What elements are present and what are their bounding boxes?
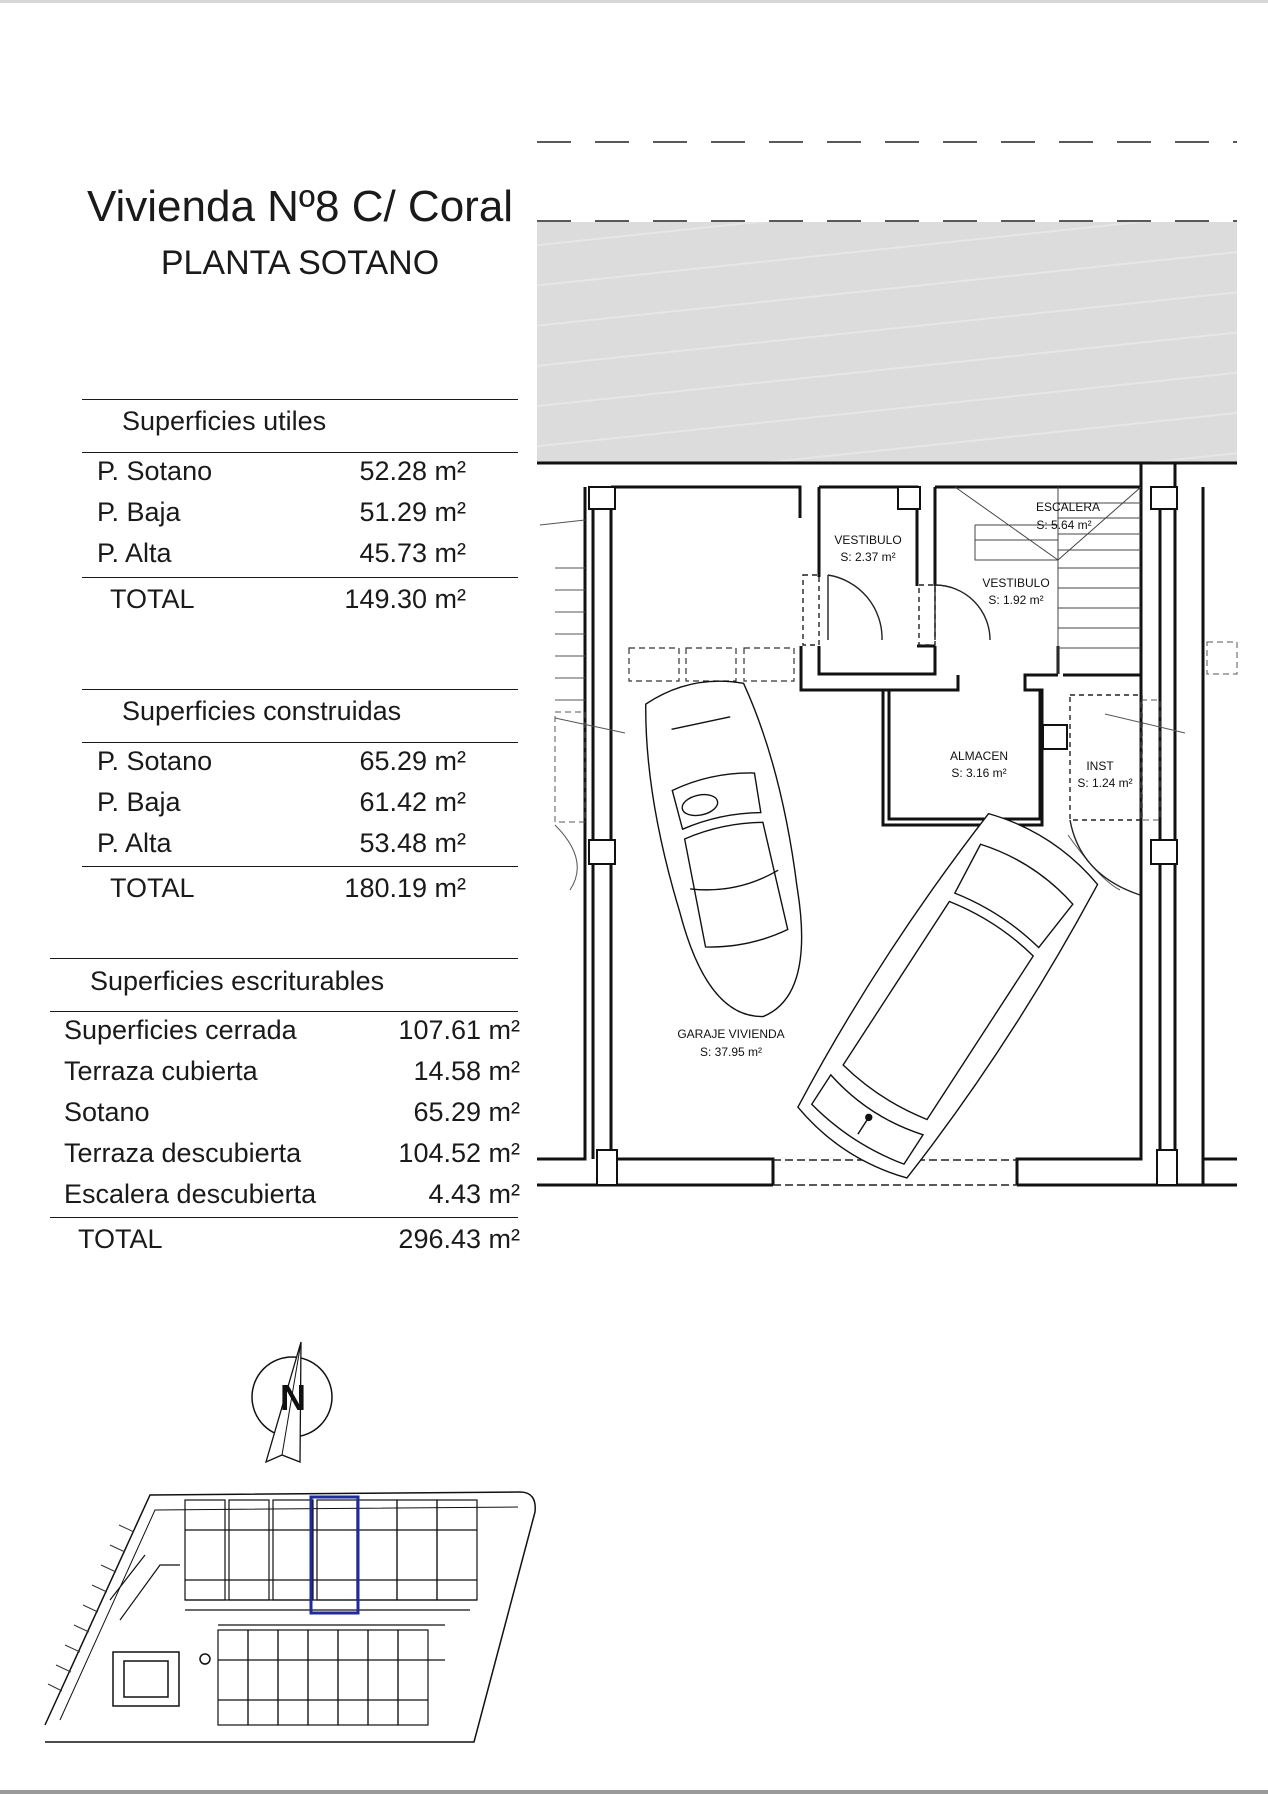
north-label: N: [280, 1377, 306, 1418]
row-value: 65.29 m²: [413, 1097, 520, 1127]
table-header: Superficies construidas: [122, 696, 402, 726]
row-label: P. Baja: [97, 497, 181, 527]
room-label-inst: INST: [1086, 759, 1114, 773]
page-subtitle: PLANTA SOTANO: [160, 244, 440, 282]
row-label: Superficies cerrada: [64, 1015, 297, 1045]
row-value: 45.73 m²: [359, 538, 466, 568]
highlighted-unit: [311, 1497, 358, 1613]
room-label-vestibulo-1: VESTIBULO: [834, 533, 902, 547]
row-label: Terraza cubierta: [64, 1056, 258, 1086]
total-label: TOTAL: [110, 873, 195, 903]
car-icon: [631, 671, 826, 1030]
row-label: P. Sotano: [97, 746, 213, 776]
page-title: Vivienda Nº8 C/ Coral: [86, 182, 514, 231]
row-label: Escalera descubierta: [64, 1179, 317, 1209]
row-label: P. Baja: [97, 787, 181, 817]
room-label-vestibulo-2: VESTIBULO: [982, 576, 1050, 590]
row-label: P. Sotano: [97, 456, 213, 486]
room-label-garaje: GARAJE VIVIENDA: [677, 1027, 785, 1041]
total-value: 180.19 m²: [344, 873, 466, 903]
row-value: 65.29 m²: [359, 746, 466, 776]
row-value: 61.42 m²: [359, 787, 466, 817]
row-value: 53.48 m²: [359, 828, 466, 858]
row-label: Sotano: [64, 1097, 150, 1127]
site-key-plan: [45, 1492, 535, 1742]
total-label: TOTAL: [110, 584, 195, 614]
row-label: Terraza descubierta: [64, 1138, 302, 1168]
row-value: 52.28 m²: [359, 456, 466, 486]
room-area-vestibulo-2: S: 1.92 m²: [988, 593, 1044, 607]
bottom-edge: [0, 1790, 1268, 1794]
row-value: 4.43 m²: [428, 1179, 520, 1209]
room-area-vestibulo-1: S: 2.37 m²: [840, 550, 896, 564]
row-value: 107.61 m²: [398, 1015, 520, 1045]
room-area-inst: S: 1.24 m²: [1077, 776, 1133, 790]
row-value: 104.52 m²: [398, 1138, 520, 1168]
room-area-garaje: S: 37.95 m²: [699, 1045, 763, 1059]
room-area-escalera: S: 5.64 m²: [1036, 518, 1092, 532]
north-arrow-icon: [252, 1342, 332, 1462]
room-label-escalera: ESCALERA: [1035, 500, 1101, 514]
hatched-terrain: [537, 222, 1237, 462]
parking-markers: [629, 648, 794, 681]
room-area-almacen: S: 3.16 m²: [951, 766, 1007, 780]
row-value: 14.58 m²: [413, 1056, 520, 1086]
total-label: TOTAL: [78, 1224, 163, 1254]
row-label: P. Alta: [97, 538, 172, 568]
total-value: 296.43 m²: [398, 1224, 520, 1254]
row-label: P. Alta: [97, 828, 172, 858]
total-value: 149.30 m²: [344, 584, 466, 614]
room-label-almacen: ALMACEN: [949, 749, 1009, 763]
table-header: Superficies escriturables: [90, 966, 385, 996]
row-value: 51.29 m²: [359, 497, 466, 527]
car-icon: [786, 801, 1109, 1190]
table-header: Superficies utiles: [122, 406, 327, 436]
